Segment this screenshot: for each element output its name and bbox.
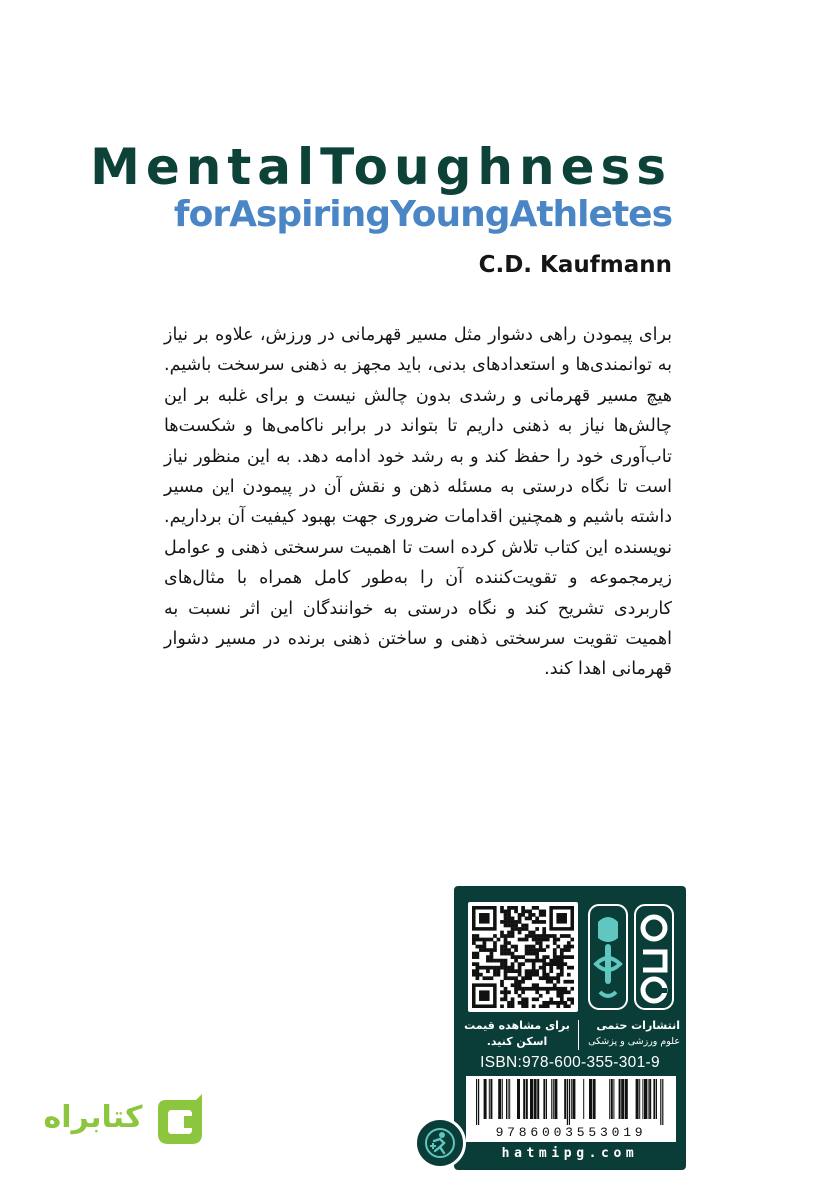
- qr-code-icon: [472, 906, 574, 1008]
- publisher-website[interactable]: hatmipg.com: [501, 1146, 639, 1161]
- price-qr-code[interactable]: [468, 902, 578, 1012]
- book-subtitle: forAspiringYoungAthletes: [173, 194, 672, 235]
- publisher-field: علوم ورزشی و پزشکی: [588, 1036, 680, 1047]
- publisher-logo-icon: [634, 904, 674, 1010]
- qr-caption-line-2: اسکن کنید.: [486, 1035, 548, 1048]
- sports-medicine-badge: [414, 1117, 466, 1169]
- athlete-plus-icon: [424, 1127, 456, 1159]
- ketabrah-wordmark: کتابراه: [43, 1100, 143, 1135]
- qr-caption: [462, 1018, 572, 1050]
- publisher-info: [584, 1018, 680, 1050]
- isbn-number: ISBN:978-600-355-301-9: [480, 1054, 660, 1071]
- barcode-digits: 9786003553019: [495, 1125, 647, 1140]
- back-cover-blurb: برای پیمودن راهی دشوار مثل مسیر قهرمانی در ورزش، علاوه بر نیاز به توانمندی‌ها و استعدادهای بدنی، باید مجهز به ذهنی سرسخت باشیم. هیچ مسیر قهرمانی و رشدی بدون چالش نیست و برای غلبه بر این چالش‌ها نیاز به ذهنی داریم تا بتواند در برابر ناکامی‌ها و شکست‌ها تاب‌آوری خود را حفظ کند و به رشد خود ادامه دهد. به این منظور نیاز است تا نگاه درستی به مسئله ذهن و نقش آن در پیمودن این مسیر داشته باشیم و همچنین اقدامات ضروری جهت بهبود کیفیت آن برداریم. نویسنده این کتاب تلاش کرده است تا اهمیت سرسختی ذهنی و عوامل زیرمجموعه و تقویت‌کننده آن را به‌طور کامل همراه با مثال‌های کاربردی تشریح کند و نگاه درستی به خوانندگان این اثر نسبت به اهمیت تقویت سرسختی ذهنی و ساختن ذهنی برنده در مسیر دشوار قهرمانی اهدا کند.: [164, 325, 672, 680]
- book-title: MentalToughness: [90, 138, 672, 196]
- publisher-name: انتشارات حتمی: [596, 1019, 680, 1032]
- ketabrah-book-icon: [152, 1094, 208, 1150]
- barcode-icon: [472, 1079, 670, 1125]
- panel-divider: [578, 1020, 579, 1050]
- publisher-emblem-icon: [588, 904, 628, 1010]
- qr-caption-line-1: برای مشاهده قیمت: [464, 1019, 570, 1032]
- book-author: C.D. Kaufmann: [478, 252, 672, 278]
